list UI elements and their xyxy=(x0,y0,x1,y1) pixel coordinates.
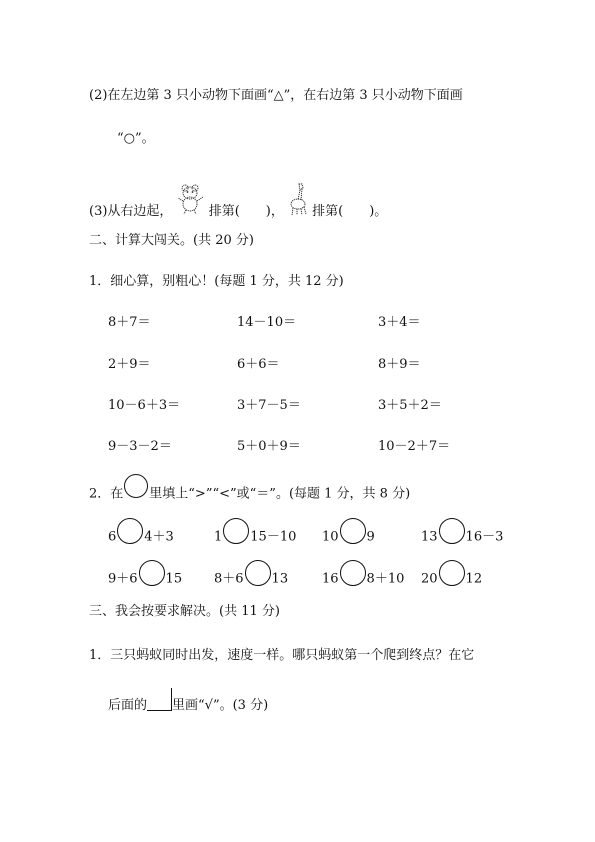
cmp-right: 16－3 xyxy=(465,529,504,545)
cmp-left: 20 xyxy=(421,571,438,587)
bear-icon xyxy=(177,183,205,220)
section2-q2-title xyxy=(89,482,410,506)
comparison xyxy=(108,566,182,592)
cmp-left: 13 xyxy=(421,529,438,545)
cmp-right: 4＋3 xyxy=(144,529,174,545)
section3-q1-line1: 1．三只蚂蚁同时出发，速度一样。哪只蚂蚁第一个爬到终点？在它 xyxy=(89,648,475,663)
cmp-left: 6 xyxy=(108,529,117,545)
q3-line xyxy=(89,192,387,231)
comparison xyxy=(214,524,296,550)
equation: 8＋9＝ xyxy=(378,357,421,372)
equation: 10－6＋3＝ xyxy=(108,398,181,413)
answer-box[interactable] xyxy=(147,688,172,711)
comparison xyxy=(214,566,288,592)
equation: 14－10＝ xyxy=(237,315,297,330)
cmp-right: 13 xyxy=(271,571,289,587)
cmp-left: 9＋6 xyxy=(108,571,138,587)
q3-rank1: 排第( )， xyxy=(208,204,284,219)
section3-title: 三、我会按要求解决。(共 11 分) xyxy=(89,604,280,619)
answer-circle[interactable] xyxy=(439,560,465,586)
comparison xyxy=(108,524,174,550)
comparison xyxy=(421,524,503,550)
comparison xyxy=(322,566,404,592)
giraffe-icon xyxy=(288,182,308,221)
answer-circle[interactable] xyxy=(139,560,165,586)
comparison xyxy=(421,566,482,592)
answer-circle[interactable] xyxy=(117,518,143,544)
cmp-right: 9 xyxy=(366,529,375,545)
section2-title: 二、计算大闯关。(共 20 分) xyxy=(89,233,254,248)
equation: 10－2＋7＝ xyxy=(378,439,451,454)
comparison xyxy=(322,524,375,550)
cmp-left: 8＋6 xyxy=(214,571,244,587)
equation: 8＋7＝ xyxy=(108,315,151,330)
q3-rank2: 排第( )。 xyxy=(312,204,388,219)
answer-circle[interactable] xyxy=(245,560,271,586)
q2-line1: (2)在左边第 3 只小动物下面画“△”，在右边第 3 只小动物下面画 xyxy=(89,88,463,103)
q1-pre: 后面的 xyxy=(108,698,148,713)
q3-prefix: (3)从右边起， xyxy=(89,204,173,219)
cmp-right: 12 xyxy=(465,571,483,587)
cmp-right: 8＋10 xyxy=(366,571,405,587)
answer-circle[interactable] xyxy=(223,518,249,544)
equation: 9－3－2＝ xyxy=(108,439,172,454)
cmp-left: 1 xyxy=(214,529,223,545)
cmp-left: 16 xyxy=(322,571,339,587)
answer-circle[interactable] xyxy=(439,518,465,544)
equation: 2＋9＝ xyxy=(108,357,151,372)
equation: 3＋5＋2＝ xyxy=(378,398,442,413)
cmp-left: 10 xyxy=(322,529,339,545)
q2-post: 里填上“>”“<”或“＝”。(每题 1 分，共 8 分) xyxy=(149,486,411,502)
answer-circle[interactable] xyxy=(340,560,366,586)
q2-line2: “○”。 xyxy=(117,131,155,146)
circle-blank-icon xyxy=(124,474,148,498)
section2-q1-title: 1．细心算，别粗心！(每题 1 分，共 12 分) xyxy=(89,274,344,289)
equation: 3＋7－5＝ xyxy=(237,398,301,413)
equation: 6＋6＝ xyxy=(237,357,280,372)
section3-q1-line2 xyxy=(108,694,268,717)
cmp-right: 15－10 xyxy=(250,529,297,545)
equation: 3＋4＝ xyxy=(378,315,421,330)
equation: 5＋0＋9＝ xyxy=(237,439,301,454)
q2-pre: 2．在 xyxy=(89,486,124,502)
cmp-right: 15 xyxy=(165,571,183,587)
answer-circle[interactable] xyxy=(340,518,366,544)
q1-post: 里画“√”。(3 分) xyxy=(172,698,269,713)
